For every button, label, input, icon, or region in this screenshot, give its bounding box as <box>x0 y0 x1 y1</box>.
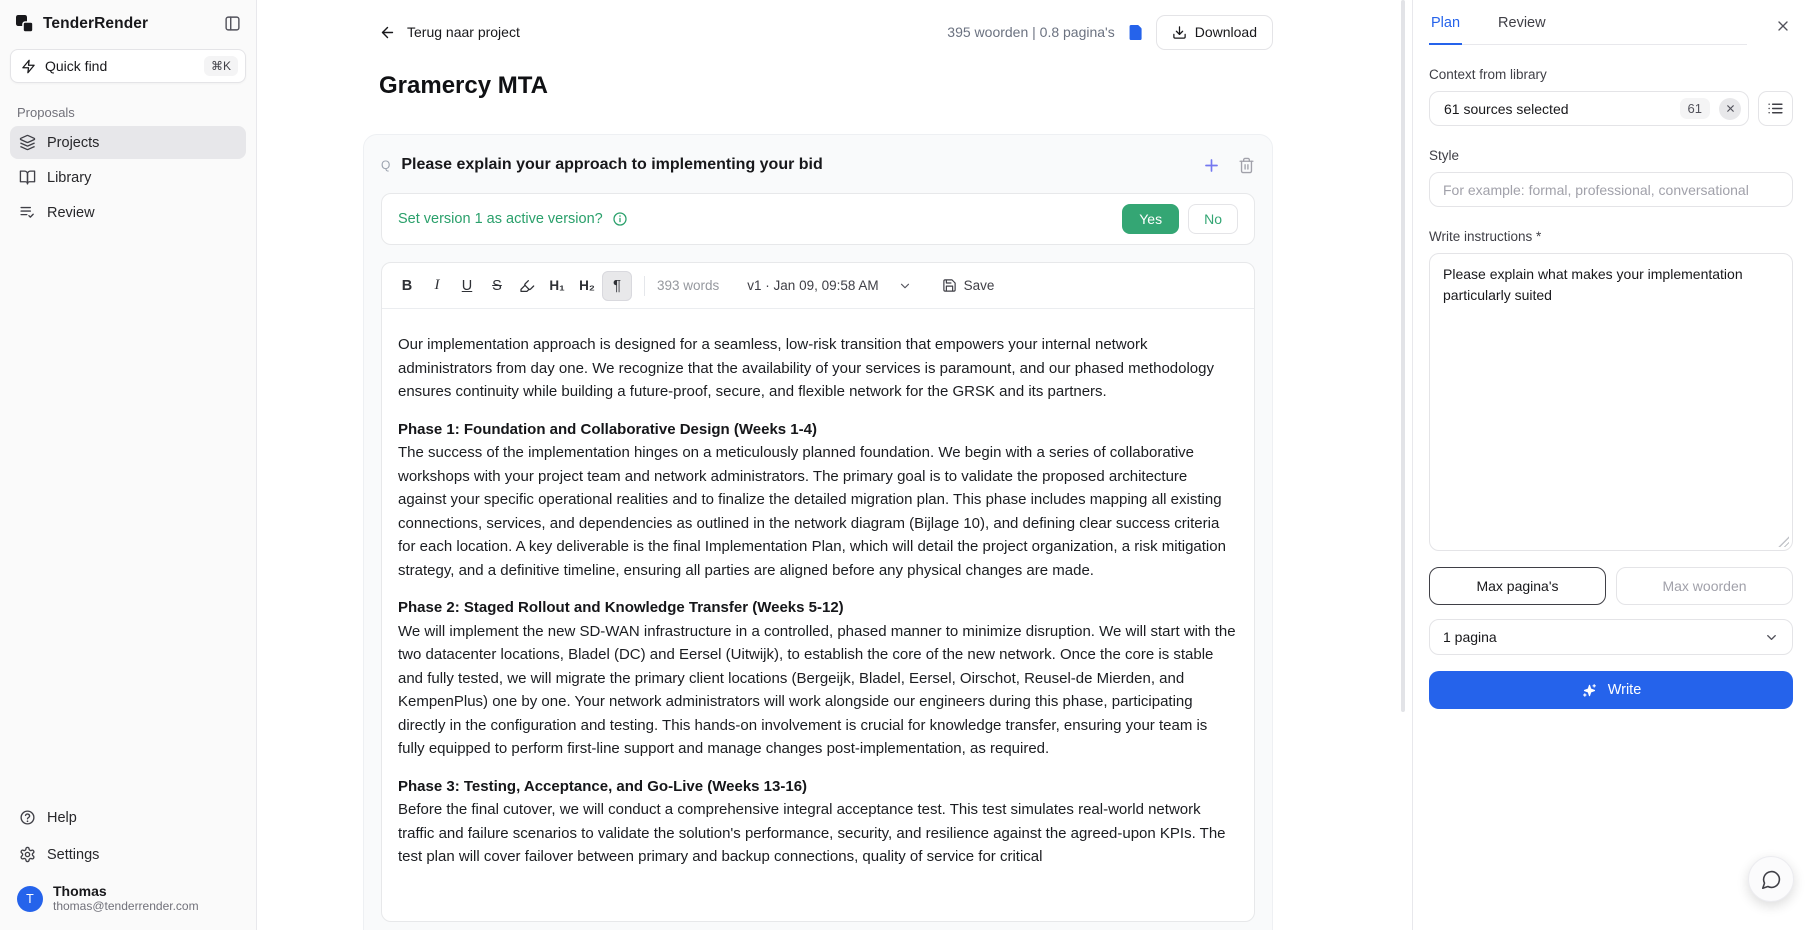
limit-toggle-row <box>1429 567 1793 605</box>
version-banner <box>381 193 1255 245</box>
sidebar-item-projects[interactable] <box>10 126 246 159</box>
phase-body: The success of the implementation hinges on a meticulously planned foundation. We begin with a series of collaborative workshops with your project team and network administrators. The primary goal is to validate the proposed architecture against your specific operational realities and to finalize the detailed migration plan. This phase includes mapping all existing connections, services, and dependencies as outlined in the network diagram (Bijlage 10), and defining clear success criteria for each location. A key deliverable is the final Implementation Plan, which will detail the project organization, a risk mitigation strategy, and a definitive timeline, ensuring all parties are aligned before any physical changes are made. <box>398 444 1226 579</box>
panel-tabs <box>1429 10 1747 45</box>
paragraph-button[interactable]: ¶ <box>602 271 632 301</box>
highlighter-icon <box>519 278 535 294</box>
question-prefix: Q <box>381 158 391 172</box>
sidebar <box>0 0 257 930</box>
user-info <box>53 883 199 914</box>
plus-icon <box>1202 156 1221 175</box>
info-icon[interactable] <box>612 211 628 227</box>
phase-heading: Phase 3: Testing, Acceptance, and Go-Live (Weeks 13-16) <box>398 777 808 795</box>
user-menu[interactable] <box>10 883 246 914</box>
close-icon <box>1775 18 1791 34</box>
download-icon <box>1172 25 1187 40</box>
save-icon <box>942 278 957 293</box>
document-icon <box>1126 23 1145 42</box>
write-label: Write <box>1607 682 1642 698</box>
layers-icon <box>19 134 36 151</box>
back-to-project-link[interactable] <box>379 24 520 41</box>
panel-toggle-icon <box>224 15 241 32</box>
page-title: Gramercy MTA <box>379 72 548 99</box>
main-content <box>257 0 1412 930</box>
sidebar-item-settings[interactable] <box>10 838 246 871</box>
write-button[interactable] <box>1429 671 1793 709</box>
save-button[interactable] <box>942 278 995 293</box>
question-title: Please explain your approach to implementing your bid <box>401 156 823 173</box>
main-scrollbar[interactable] <box>1401 0 1405 712</box>
delete-question-button[interactable] <box>1238 157 1255 174</box>
version-select[interactable] <box>747 278 911 293</box>
style-input[interactable] <box>1429 172 1793 207</box>
sources-count-badge: 61 <box>1680 98 1710 119</box>
sources-row <box>1429 91 1793 126</box>
editor-word-count: 393 words <box>657 278 720 293</box>
question-card-header <box>381 150 1255 180</box>
bold-button[interactable]: B <box>392 271 422 301</box>
source-list-button[interactable] <box>1758 91 1793 126</box>
answer-text-area[interactable] <box>382 309 1254 899</box>
underline-button[interactable] <box>452 271 482 301</box>
app-title: TenderRender <box>43 14 149 32</box>
arrow-left-icon <box>379 24 396 41</box>
panel-tabs-row <box>1429 10 1793 45</box>
download-button[interactable] <box>1156 15 1273 50</box>
answer-paragraph <box>398 596 1238 761</box>
answer-paragraph <box>398 418 1238 583</box>
toolbar-divider <box>644 276 645 296</box>
heading2-button[interactable]: H₂ <box>572 271 602 301</box>
tab-review[interactable]: Review <box>1496 10 1548 45</box>
phase-heading: Phase 2: Staged Rollout and Knowledge Transfer (Weeks 5-12) <box>398 599 844 616</box>
heading1-button[interactable]: H₁ <box>542 271 572 301</box>
clear-sources-button[interactable] <box>1719 98 1741 120</box>
gear-icon <box>19 846 36 863</box>
download-label: Download <box>1194 24 1257 40</box>
answer-editor <box>381 262 1255 922</box>
strikethrough-button[interactable] <box>482 271 512 301</box>
collapse-sidebar-button[interactable] <box>224 15 241 32</box>
strikethrough-label: S <box>492 277 502 294</box>
sidebar-item-library[interactable] <box>10 161 246 194</box>
quick-find-label: Quick find <box>45 58 108 74</box>
section-label-proposals: Proposals <box>17 105 75 120</box>
tab-plan[interactable]: Plan <box>1429 10 1462 45</box>
plan-panel <box>1412 0 1805 930</box>
answer-paragraph: Our implementation approach is designed for a seamless, low-risk transition that empowers your internal network administrators from day one. We recognize that the availability of your services is paramount, and our phased methodology ensures continuity while building a future-proof, secure, and flexible network for the GRSK and its partners. <box>398 336 1214 400</box>
max-pages-toggle[interactable]: Max pagina's <box>1429 567 1606 605</box>
user-email: thomas@tenderrender.com <box>53 899 199 913</box>
user-name: Thomas <box>53 883 107 899</box>
sidebar-bottom <box>10 797 246 914</box>
version-no-button[interactable]: No <box>1188 204 1238 234</box>
sidebar-item-review[interactable] <box>10 196 246 229</box>
shortcut-badge: ⌘K <box>204 56 238 76</box>
version-yes-button[interactable]: Yes <box>1122 204 1179 234</box>
save-label: Save <box>963 278 995 293</box>
quick-find-button[interactable] <box>10 49 246 83</box>
chevron-down-icon <box>1764 630 1779 645</box>
sidebar-top <box>10 14 246 229</box>
write-instructions-wrap <box>1429 253 1793 551</box>
sidebar-item-label: Help <box>47 809 77 826</box>
sparkles-icon <box>1581 682 1598 699</box>
zap-icon <box>21 59 36 74</box>
back-label: Terug naar project <box>407 24 520 40</box>
sidebar-item-help[interactable] <box>10 801 246 834</box>
avatar: T <box>17 886 43 912</box>
list-icon <box>1767 100 1784 117</box>
underline-label: U <box>461 277 473 294</box>
chevron-down-icon <box>898 279 912 293</box>
tenderrender-logo-icon <box>15 14 34 33</box>
phase-heading: Phase 1: Foundation and Collaborative Design (Weeks 1-4) <box>398 420 817 438</box>
header-right <box>947 15 1273 50</box>
version-banner-actions <box>1122 204 1238 234</box>
sidebar-item-label: Library <box>47 169 92 186</box>
max-words-toggle[interactable]: Max woorden <box>1616 567 1793 605</box>
editor-toolbar <box>382 263 1254 309</box>
sidebar-item-label: Projects <box>47 134 100 151</box>
page-count-select[interactable] <box>1429 619 1793 655</box>
sidebar-item-label: Settings <box>47 846 100 863</box>
add-question-button[interactable] <box>1202 156 1221 175</box>
version-banner-text <box>398 211 628 227</box>
style-label: Style <box>1429 148 1460 163</box>
page-count-value: 1 pagina <box>1443 629 1497 645</box>
chat-bubble-icon <box>1761 869 1782 890</box>
word-page-count: 395 woorden | 0.8 pagina's <box>947 24 1115 40</box>
sources-text: 61 sources selected <box>1444 100 1569 117</box>
write-instructions-textarea[interactable] <box>1429 253 1793 551</box>
sidebar-nav <box>10 126 246 229</box>
chat-fab-button[interactable] <box>1748 856 1794 902</box>
question-card <box>363 134 1273 930</box>
version-banner-label: Set version 1 as active version? <box>398 211 603 227</box>
logo-row <box>10 14 246 33</box>
sidebar-item-label: Review <box>47 204 95 221</box>
answer-paragraph <box>398 775 1238 869</box>
phase-body: We will implement the new SD-WAN infrastructure in a controlled, phased manner to minimize disruption. We will start with the two datacenter locations, Bladel (DC) and Eersel (Uitwijk), to establish the core of the new network. Once the core is stable and fully tested, we will migrate the primary client locations (Bergeijk, Bladel, Eersel, Oirschot, Reusel-de Mierden, and KempenPlus) one by one. Your network administrators will work alongside our engineers during this phase, participating directly in the configuration and testing. This hands-on involvement is crucial for knowledge transfer, ensuring your team is fully equipped to perform first-line support and manage changes post-implementation, as required. <box>398 622 1236 757</box>
context-label: Context from library <box>1429 67 1547 82</box>
close-panel-button[interactable] <box>1761 10 1793 34</box>
version-select-label: v1 · Jan 09, 09:58 AM <box>747 278 879 293</box>
list-check-icon <box>19 204 36 221</box>
main-header <box>363 14 1273 50</box>
help-circle-icon <box>19 809 36 826</box>
phase-body: Before the final cutover, we will conduct a comprehensive integral acceptance test. This test simulates real-world network traffic and failure scenarios to validate the solution's performance, security, and resilience against the agreed-upon KPIs. The test plan will cover failover between primary and backup connections, quality of service for critical <box>398 801 1226 865</box>
highlighter-button[interactable] <box>512 271 542 301</box>
italic-button[interactable]: I <box>422 271 452 301</box>
write-instructions-label: Write instructions * <box>1429 229 1542 244</box>
trash-icon <box>1238 157 1255 174</box>
sources-selector[interactable] <box>1429 91 1749 126</box>
book-open-icon <box>19 169 36 186</box>
